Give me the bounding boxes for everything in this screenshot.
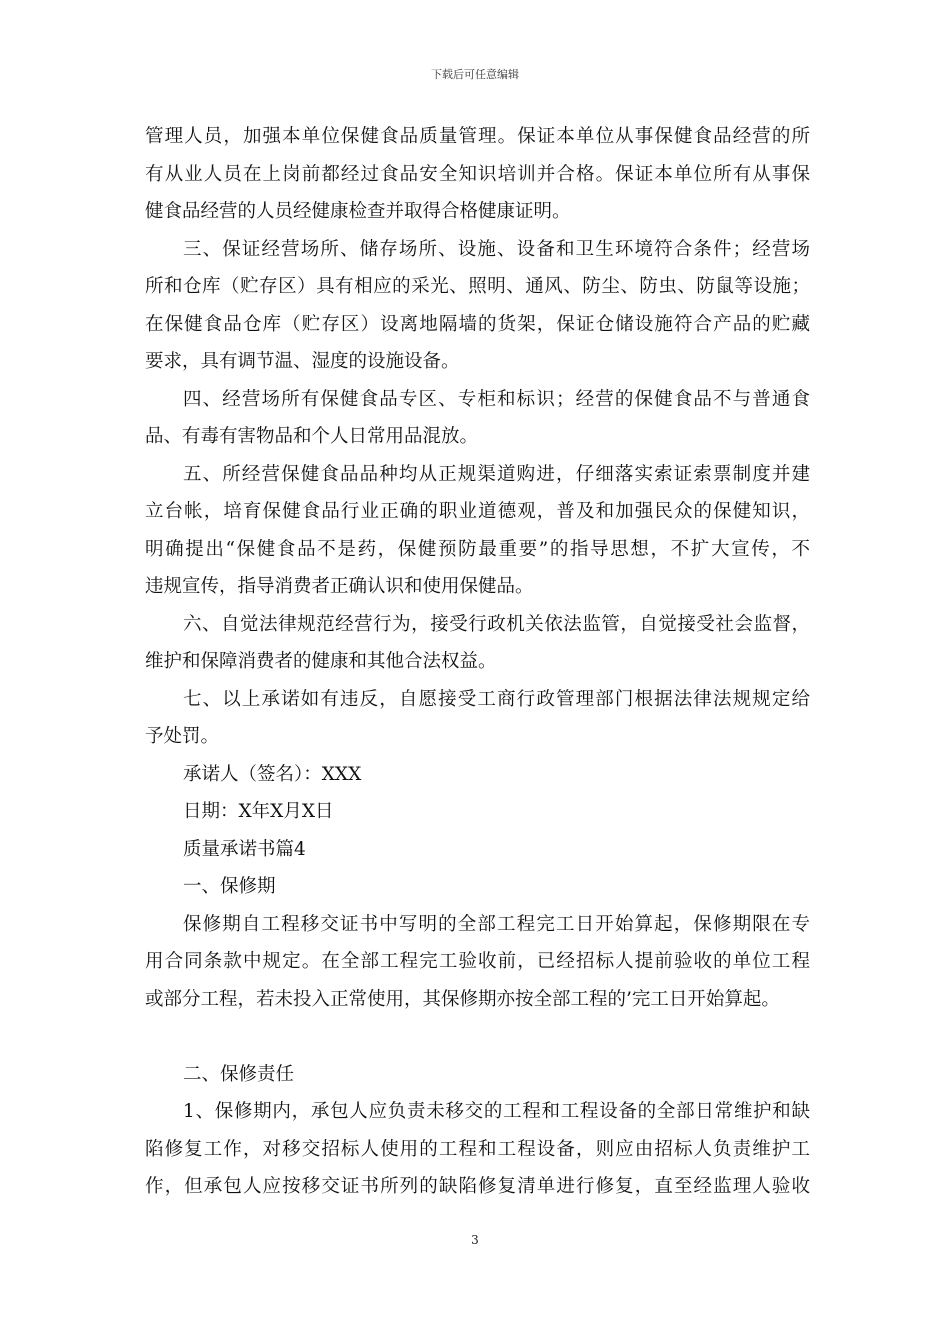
section-six-line: 维护和保障消费者的健康和其他合法权益。 [145,651,497,672]
warranty-duty-line: 1、保修期内，承包人应负责未移交的工程和工程设备的全部日常维护和缺 [183,1101,810,1122]
section-four-line: 四、经营场所有保健食品专区、专柜和标识；经营的保健食品不与普通食 [183,388,810,410]
blank-line [145,1018,810,1056]
section-five-line: 明确提出“保健食品不是药，保健预防最重要”的指导思想，不扩大宣传，不 [145,538,810,560]
paragraph-line: 管理人员，加强本单位保健食品质量管理。保证本单位从事保健食品经营的所 [145,126,810,147]
subsection-heading: 一、保修期 [183,876,276,897]
signature-line: 承诺人（签名）：XXX [183,763,362,785]
date-line: 日期：X年X月X日 [183,801,334,822]
section-three-line: 在保健食品仓库（贮存区）设离地隔墙的货架，保证仓储设施符合产品的贮藏 [145,313,810,335]
warranty-period-line: 或部分工程，若未投入正常使用，其保修期亦按全部工程的’完工日开始算起。 [145,988,780,1010]
section-seven-line: 七、以上承诺如有违反，自愿接受工商行政管理部门根据法律法规规定给 [183,688,810,710]
section-six-line: 六、自觉法律规范经营行为，接受行政机关依法监管，自觉接受社会监督， [183,613,810,635]
warranty-duty-line: 作，但承包人应按移交证书所列的缺陷修复清单进行修复，直至经监理人验收 [145,1176,810,1197]
page-header: 下载后可任意编辑 [431,68,519,81]
warranty-period-line: 用合同条款中规定。在全部工程完工验收前，已经招标人提前验收的单位工程 [145,951,810,972]
section-seven-line: 予处罚。 [145,726,220,747]
section-five-line: 违规宣传，指导消费者正确认识和使用保健品。 [145,576,534,597]
paragraph-line: 有从业人员在上岗前都经过食品安全知识培训并合格。保证本单位所有从事保 [145,163,810,185]
page-number: 3 [471,1233,479,1247]
section-three-line: 三、保证经营场所、储存场所、设施、设备和卫生环境符合条件；经营场 [183,238,810,260]
section-heading: 质量承诺书篇4 [183,838,306,860]
warranty-period-line: 保修期自工程移交证书中写明的全部工程完工日开始算起，保修期限在专 [183,913,810,935]
section-three-line: 所和仓库（贮存区）具有相应的采光、照明、通风、防尘、防虫、防鼠等设施； [145,276,810,297]
section-three-line: 要求，具有调节温、湿度的设施设备。 [145,351,460,372]
subsection-heading: 二、保修责任 [183,1063,295,1085]
section-five-line: 五、所经营保健食品品种均从正规渠道购进，仔细落实索证索票制度并建 [183,463,810,485]
paragraph-line: 健食品经营的人员经健康检查并取得合格健康证明。 [145,201,571,222]
document-body [145,118,810,1206]
warranty-duty-line: 陷修复工作，对移交招标人使用的工程和工程设备，则应由招标人负责维护工 [145,1138,810,1160]
section-four-line: 品、有毒有害物品和个人日常用品混放。 [145,426,479,447]
section-five-line: 立台帐，培育保健食品行业正确的职业道德观，普及和加强民众的保健知识， [145,501,810,522]
